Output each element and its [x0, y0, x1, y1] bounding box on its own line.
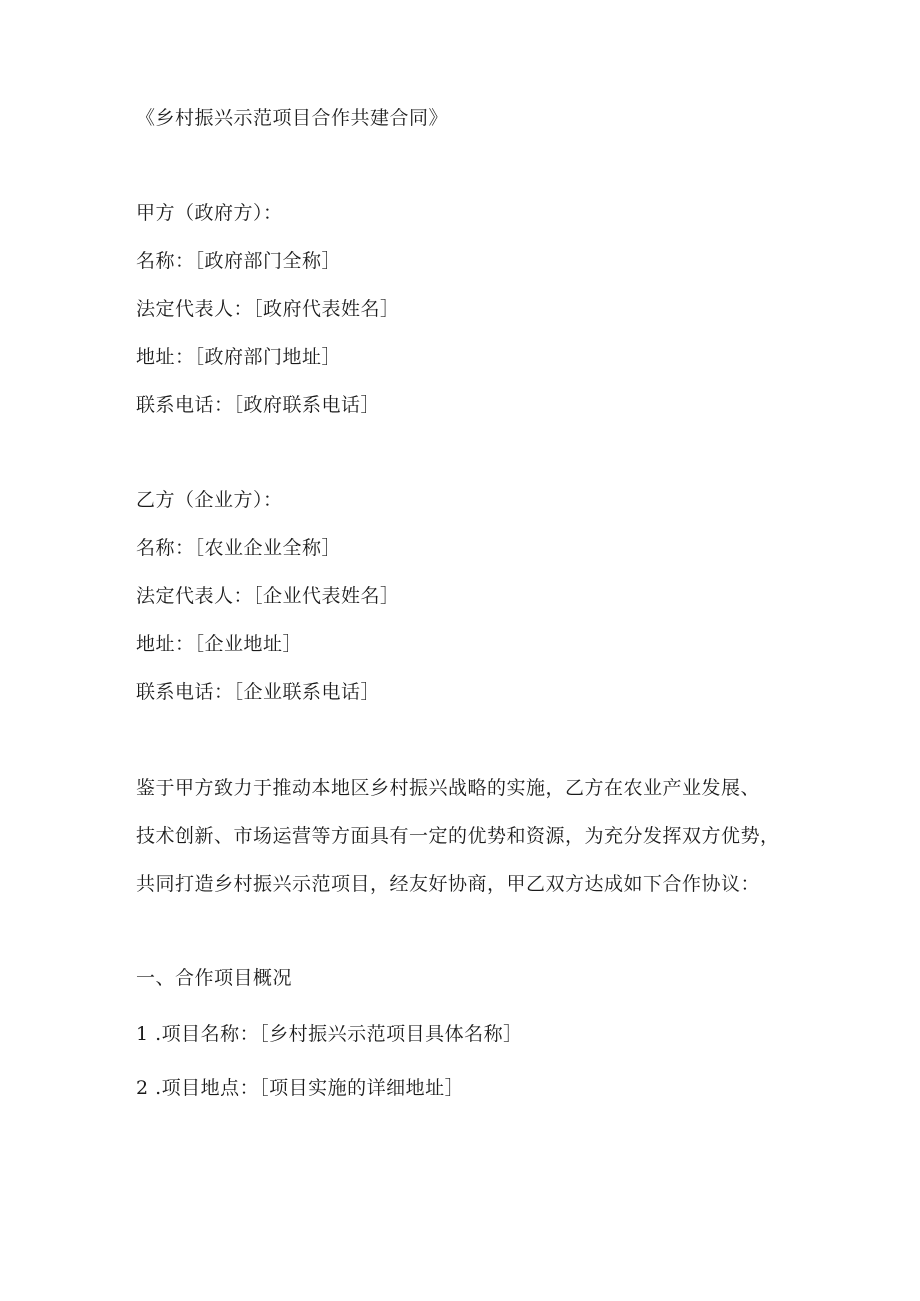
- party-b-heading: 乙方（企业方）：: [136, 489, 283, 511]
- preamble-line: 共同打造乡村振兴示范项目，经友好协商，甲乙双方达成如下合作协议：: [136, 873, 761, 895]
- party-a-address: 地址：［政府部门地址］: [136, 346, 342, 368]
- document-title: 《乡村振兴示范项目合作共建合同》: [136, 107, 449, 129]
- party-b-phone: 联系电话：［企业联系电话］: [136, 681, 381, 703]
- party-a-name: 名称：［政府部门全称］: [136, 250, 342, 272]
- preamble-line: 技术创新、市场运营等方面具有一定的优势和资源，为充分发挥双方优势，: [136, 825, 780, 847]
- list-item: 1 .项目名称：［乡村振兴示范项目具体名称］: [136, 1023, 523, 1045]
- party-a-heading: 甲方（政府方）：: [136, 202, 283, 224]
- party-b-representative: 法定代表人：［企业代表姓名］: [136, 585, 400, 607]
- section-heading: 一、合作项目概况: [136, 967, 293, 989]
- party-a-phone: 联系电话：［政府联系电话］: [136, 394, 381, 416]
- party-b-address: 地址：［企业地址］: [136, 633, 303, 655]
- party-b-name: 名称：［农业企业全称］: [136, 537, 342, 559]
- preamble-line: 鉴于甲方致力于推动本地区乡村振兴战略的实施，乙方在农业产业发展、: [136, 777, 761, 799]
- list-item: 2 .项目地点：［项目实施的详细地址］: [136, 1077, 465, 1099]
- party-a-representative: 法定代表人：［政府代表姓名］: [136, 298, 400, 320]
